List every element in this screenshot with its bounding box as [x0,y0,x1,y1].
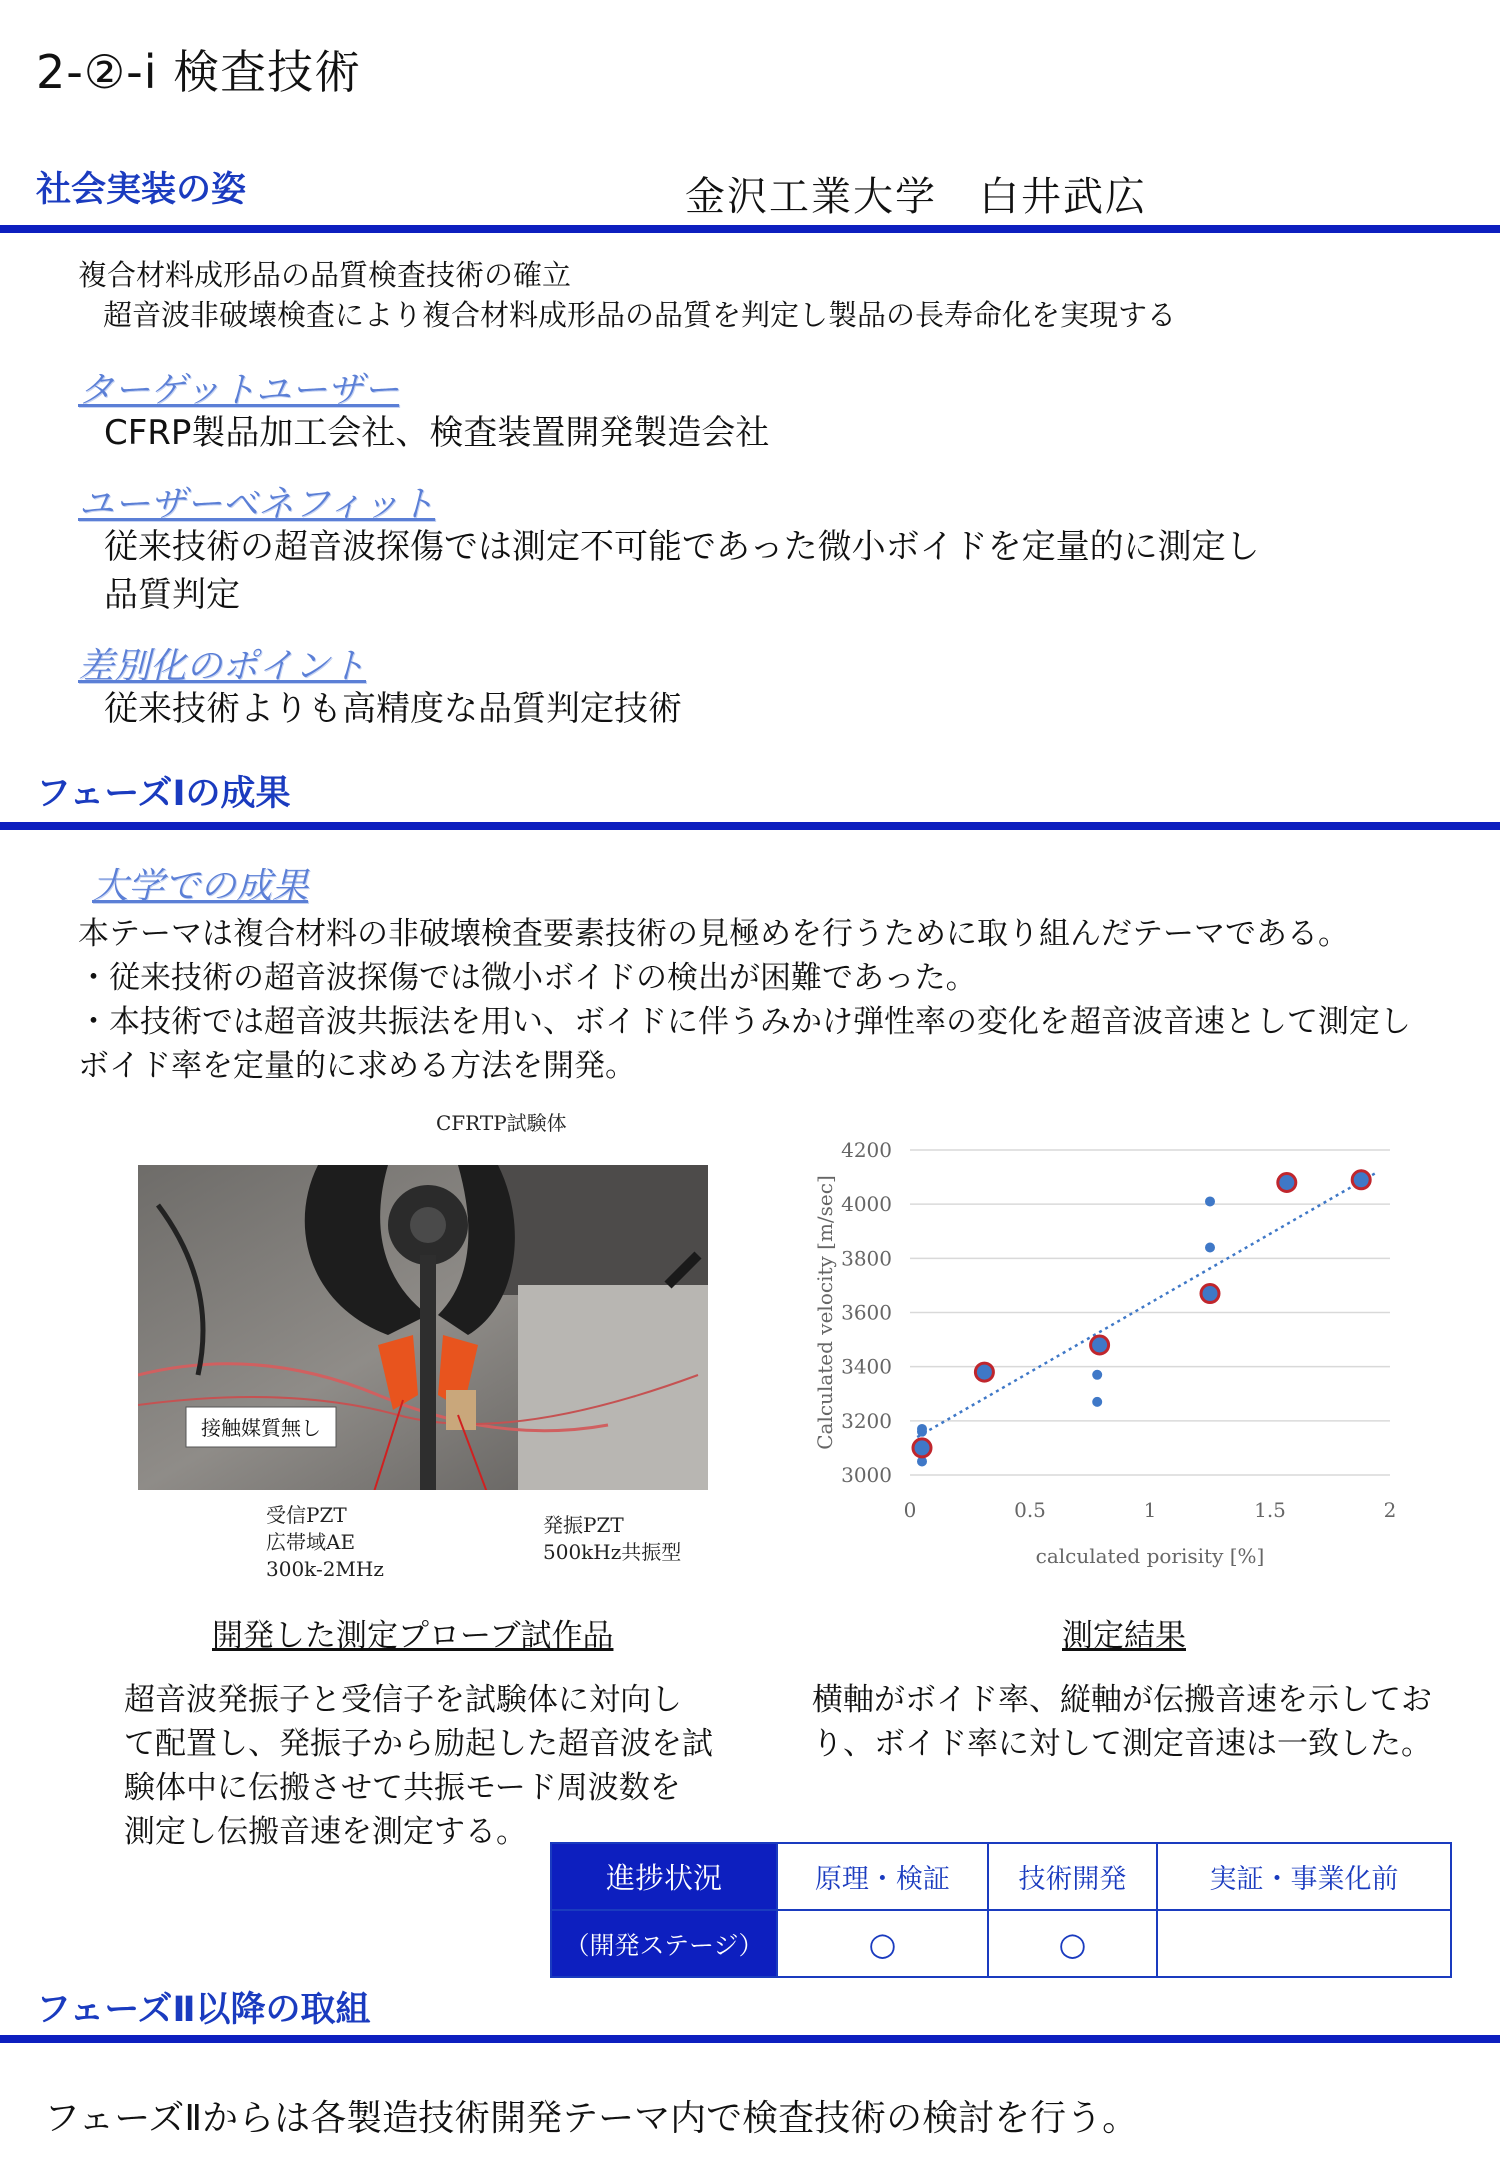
x-axis-label: calculated porisity [%] [1035,1544,1265,1568]
author-affiliation: 金沢工業大学 白井武広 [685,174,1147,220]
target-user-heading: ターゲットユーザー [78,370,400,411]
y-tick-label: 3200 [841,1408,892,1433]
x-tick-label: 1 [1143,1498,1157,1522]
result-caption: 測定結果 [1062,1618,1186,1654]
y-tick-label: 4000 [841,1192,892,1217]
data-point [913,1439,931,1457]
label-no-couplant: 接触媒質無し [201,1418,321,1440]
probe-desc-line: 超音波発振子と受信子を試験体に対向し [124,1682,682,1718]
probe-desc-line: 測定し伝搬音速を測定する。 [124,1814,527,1850]
y-axis-label: Calculated velocity [m/sec] [813,1175,837,1450]
x-tick-label: 0.5 [1014,1498,1046,1522]
result-description [812,1678,1492,1766]
data-point [1205,1196,1215,1206]
section-heading-phase1-results: フェーズⅠの成果 [36,774,291,814]
probe-desc-line: て配置し、発振子から励起した超音波を試 [124,1726,713,1762]
label-specimen: CFRTP試験体 [436,1111,567,1135]
results-line-1: 本テーマは複合材料の非破壊検査要素技術の見極めを行うために取り組んだテーマである。 [78,916,1349,952]
progress-status-table [550,1842,1452,1978]
x-tick-label: 1.5 [1254,1498,1286,1522]
result-desc-line: 横軸がボイド率、縦軸が伝搬音速を示してお [812,1682,1432,1718]
stage-principle-verification: 原理・検証 [777,1843,988,1910]
section-divider [0,225,1500,233]
stage-mark-demonstration [1157,1910,1451,1977]
intro-line-2: 超音波非破壊検査により複合材料成形品の品質を判定し製品の長寿命化を実現する [103,298,1177,332]
page-title: 2-②-i 検査技術 [36,45,362,99]
data-point [975,1363,993,1381]
y-tick-label: 4200 [841,1138,892,1162]
differentiation-text: 従来技術よりも高精度な品質判定技術 [104,689,682,729]
label-receiver-pzt [266,1502,384,1583]
results-line-2: ・従来技術の超音波探傷では微小ボイドの検出が困難であった。 [78,960,977,996]
result-desc-line: り、ボイド率に対して測定音速は一致した。 [812,1726,1432,1762]
label-transmitter-line-1: 発振PZT [543,1513,624,1537]
data-point [1092,1397,1102,1407]
y-tick-label: 3600 [841,1300,892,1325]
university-results-heading: 大学での成果 [92,866,309,907]
target-user-text: CFRP製品加工会社、検査装置開発製造会社 [104,413,770,453]
differentiation-heading: 差別化のポイント [78,646,367,687]
user-benefit-line-2: 品質判定 [104,575,240,615]
y-tick-label: 3800 [841,1246,892,1271]
results-line-4: ボイド率を定量的に求める方法を開発。 [78,1048,636,1084]
phase2-text: フェーズⅡからは各製造技術開発テーマ内で検査技術の検討を行う。 [44,2098,1139,2139]
y-tick-label: 3000 [841,1463,892,1487]
data-point [1205,1243,1215,1253]
section-heading-phase2: フェーズⅡ以降の取組 [36,1990,371,2030]
probe-desc-line: 験体中に伝搬させて共振モード周波数を [124,1770,681,1806]
data-point [1091,1336,1109,1354]
label-receiver-line-2: 広帯域AE [266,1530,356,1554]
x-tick-label: 0 [903,1498,917,1522]
y-tick-label: 3400 [841,1354,892,1379]
section-divider [0,2035,1500,2043]
stage-mark-principle: ○ [777,1910,988,1977]
data-point [1352,1171,1370,1189]
probe-caption: 開発した測定プローブ試作品 [212,1618,614,1654]
label-transmitter-line-2: 500kHz共振型 [543,1540,682,1564]
results-line-3: ・本技術では超音波共振法を用い、ボイドに伴うみかけ弾性率の変化を超音波音速として測定し [78,1004,1411,1040]
data-point [1092,1370,1102,1380]
development-stage-label: （開発ステージ） [551,1910,777,1977]
trendline [917,1172,1378,1437]
progress-status-header: 進捗状況 [551,1843,777,1910]
stage-technology-development: 技術開発 [988,1843,1157,1910]
velocity-porosity-chart [800,1130,1420,1570]
label-receiver-line-1: 受信PZT [266,1503,347,1527]
probe-photo [138,1165,708,1490]
user-benefit-heading: ユーザーベネフィット [78,484,436,525]
data-point [917,1424,927,1434]
label-transmitter-pzt [543,1512,681,1566]
user-benefit-line-1: 従来技術の超音波探傷では測定不可能であった微小ボイドを定量的に測定し [104,527,1260,567]
stage-demonstration: 実証・事業化前 [1157,1843,1451,1910]
section-heading-social-implementation: 社会実装の姿 [36,170,247,210]
section-divider [0,822,1500,830]
intro-line-1: 複合材料成形品の品質検査技術の確立 [78,258,572,292]
probe-description [124,1678,744,1854]
data-point [1278,1174,1296,1192]
chart-svg [800,1130,1420,1570]
data-point [1201,1285,1219,1303]
x-tick-label: 2 [1383,1498,1397,1522]
label-receiver-line-3: 300k-2MHz [266,1557,384,1581]
stage-mark-development: ○ [988,1910,1157,1977]
